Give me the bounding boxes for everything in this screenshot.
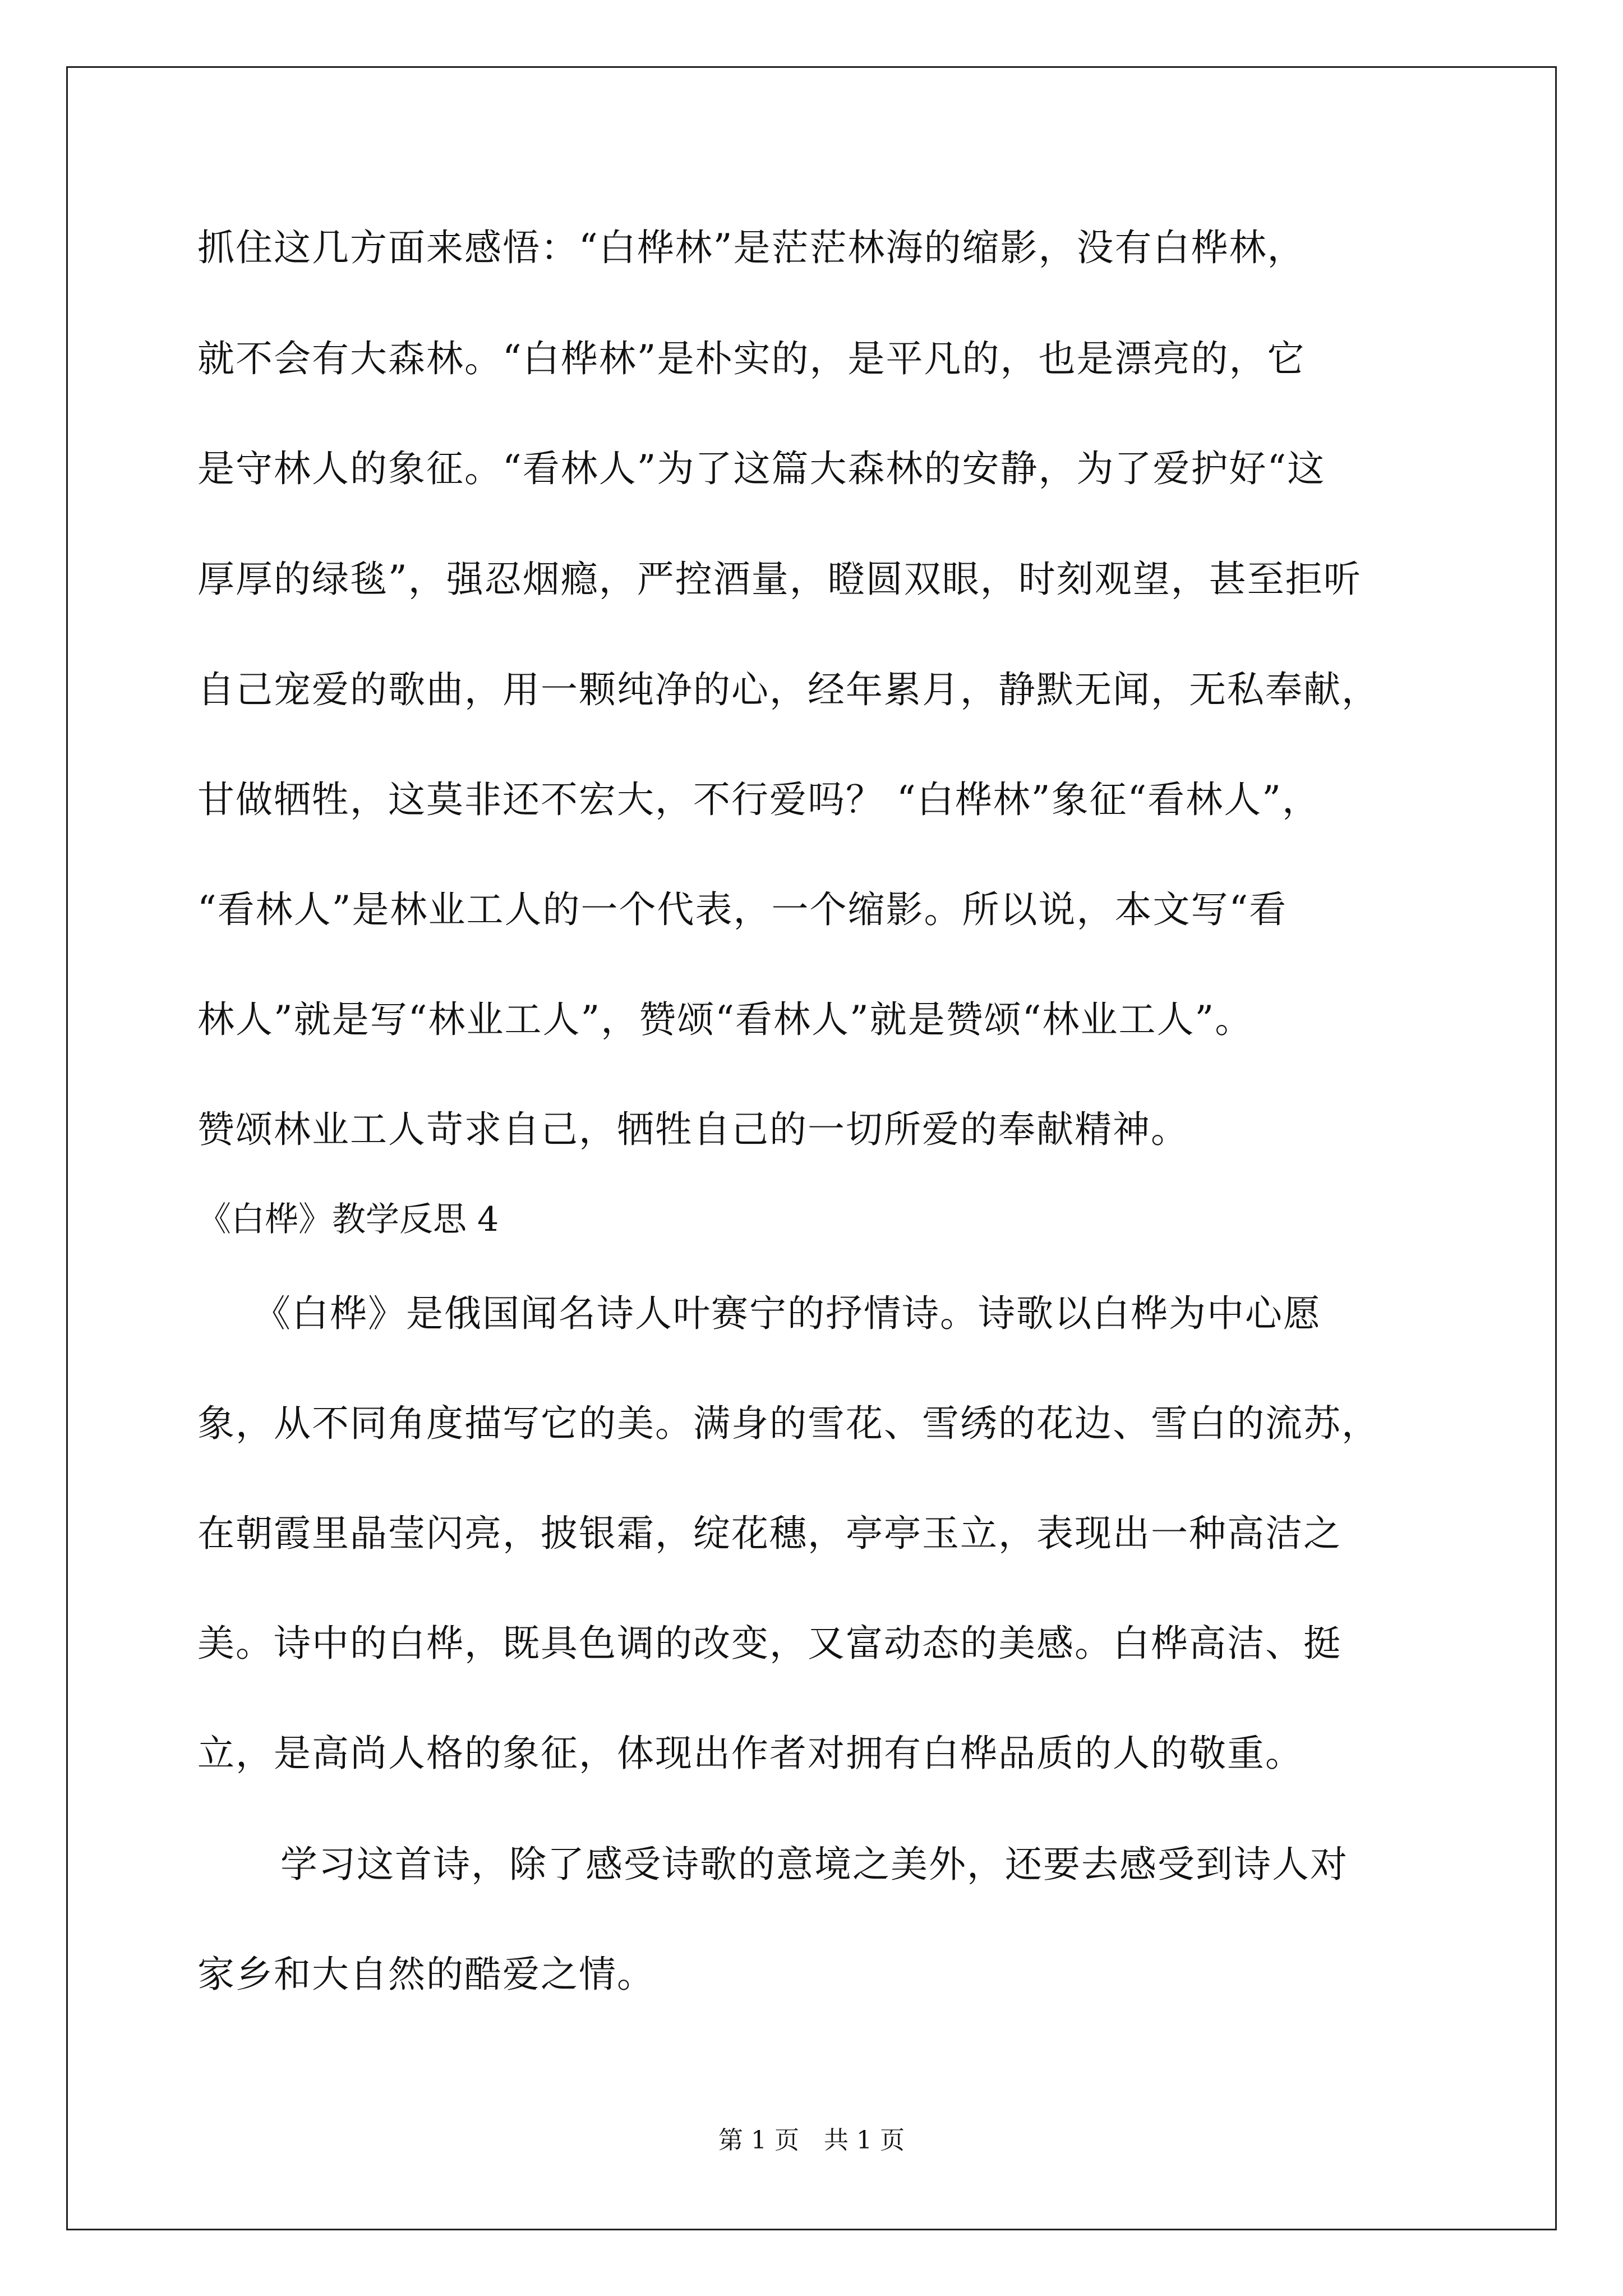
text-line: 在朝霞里晶莹闪亮，披银霜，绽花穗，亭亭玉立，表现出一种高洁之 [197,1512,1341,1555]
text-line: 是守林人的象征。“看林人”为了这篇大森林的安静，为了爱护好“这 [197,447,1326,490]
text-line: 美。诗中的白桦，既具色调的改变，又富动态的美感。白桦高洁、挺 [197,1622,1341,1665]
text-line: 《白桦》是俄国闻名诗人叶赛宁的抒情诗。诗歌以白桦为中心愿 [253,1292,1321,1335]
text-line: 就不会有大森林。“白桦林”是朴实的，是平凡的，也是漂亮的，它 [197,337,1306,380]
text-line: 立，是高尚人格的象征，体现出作者对拥有白桦品质的人的敬重。 [197,1732,1303,1775]
text-line: 学习这首诗，除了感受诗歌的意境之美外，还要去感受到诗人对 [280,1843,1348,1886]
text-line: “看林人”是林业工人的一个代表，一个缩影。所以说，本文写“看 [197,888,1288,931]
text-line: 抓住这几方面来感悟：“白桦林”是茫茫林海的缩影，没有白桦林， [197,226,1306,269]
text-line: 甘做牺牲，这莫非还不宏大，不行爱吗？ “白桦林”象征“看林人”， [197,778,1320,821]
text-line: 厚厚的绿毯”，强忍烟瘾，严控酒量，瞪圆双眼，时刻观望，甚至拒听 [197,558,1362,601]
text-line: 家乡和大自然的酷爱之情。 [197,1953,655,1996]
section-title: 《白桦》教学反思 4 [197,1200,499,1239]
text-line: 林人”就是写“林业工人”，赞颂“看林人”就是赞颂“林业工人”。 [197,998,1253,1041]
text-line: 自己宠爱的歌曲，用一颗纯净的心，经年累月，静默无闻，无私奉献， [197,668,1380,711]
page-footer: 第 1 页 共 1 页 [718,2126,905,2155]
text-line: 象，从不同角度描写它的美。满身的雪花、雪绣的花边、雪白的流苏， [197,1402,1380,1445]
text-line: 赞颂林业工人苛求自己，牺牲自己的一切所爱的奉献精神。 [197,1108,1189,1151]
